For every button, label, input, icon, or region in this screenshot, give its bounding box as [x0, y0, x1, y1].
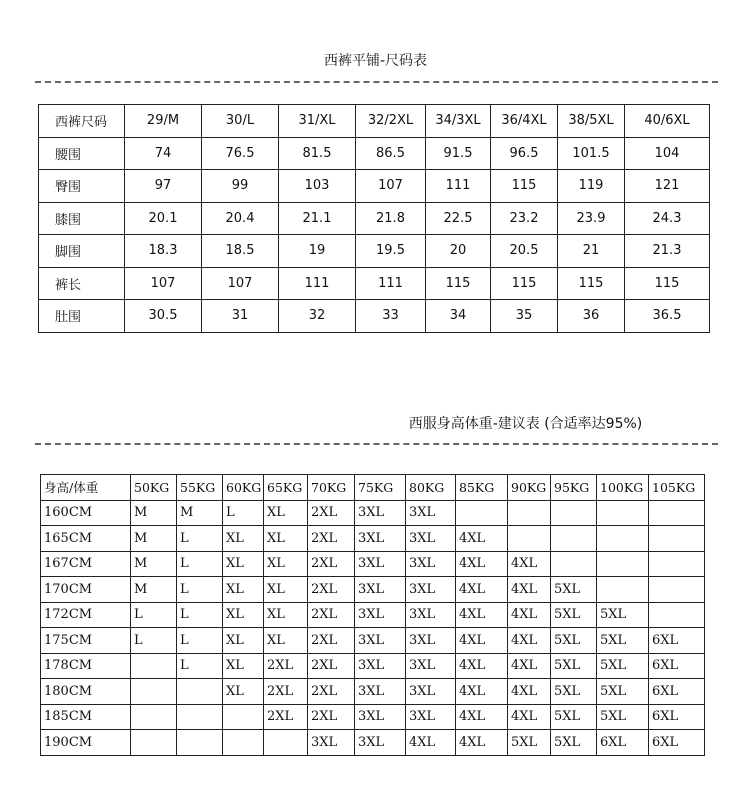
table-cell: 2XL — [308, 704, 355, 730]
column-header: 55KG — [177, 475, 223, 501]
table-row — [39, 267, 710, 300]
table-cell: 4XL — [456, 577, 508, 603]
table-cell: L — [177, 628, 223, 654]
table-cell: L — [131, 628, 177, 654]
table-cell: L — [177, 602, 223, 628]
table-header-row — [39, 105, 710, 138]
table-cell: 4XL — [508, 577, 551, 603]
table-cell — [551, 551, 597, 577]
table-cell: L — [223, 500, 264, 526]
table-cell: 4XL — [508, 602, 551, 628]
table-cell: 104 — [625, 137, 710, 170]
table-cell: 5XL — [551, 730, 597, 756]
table-cell: XL — [264, 526, 308, 552]
table-cell: 3XL — [406, 551, 456, 577]
table-cell: 101.5 — [558, 137, 625, 170]
table-cell: 19 — [279, 235, 356, 268]
table-cell: 3XL — [355, 704, 406, 730]
row-label: 160CM — [41, 500, 131, 526]
table-cell: 32 — [279, 300, 356, 333]
column-header: 身高/体重 — [41, 475, 131, 501]
column-header: 95KG — [551, 475, 597, 501]
table-cell: 4XL — [456, 551, 508, 577]
table-cell — [177, 704, 223, 730]
table-cell — [649, 526, 705, 552]
table-cell: 5XL — [551, 628, 597, 654]
table-cell: 5XL — [551, 577, 597, 603]
table-cell: 96.5 — [491, 137, 558, 170]
table-cell: 5XL — [508, 730, 551, 756]
table-cell — [131, 653, 177, 679]
table-cell — [131, 679, 177, 705]
table-cell: 3XL — [355, 628, 406, 654]
table-cell — [597, 500, 649, 526]
table-row — [41, 704, 705, 730]
table-cell: 6XL — [649, 704, 705, 730]
table-cell — [597, 577, 649, 603]
table-cell: 23.2 — [491, 202, 558, 235]
table-cell: 111 — [356, 267, 426, 300]
table-cell: 6XL — [649, 628, 705, 654]
table-cell: XL — [223, 602, 264, 628]
table-row — [41, 526, 705, 552]
table-cell: L — [177, 577, 223, 603]
column-header: 50KG — [131, 475, 177, 501]
table-cell: 115 — [625, 267, 710, 300]
table-row — [41, 577, 705, 603]
table-cell: 5XL — [597, 653, 649, 679]
table-cell — [649, 577, 705, 603]
table-cell: M — [131, 551, 177, 577]
table-cell: 3XL — [406, 679, 456, 705]
table-cell: 33 — [356, 300, 426, 333]
table-cell: 20.5 — [491, 235, 558, 268]
table-row — [39, 235, 710, 268]
column-header: 80KG — [406, 475, 456, 501]
row-label: 175CM — [41, 628, 131, 654]
table-cell: 2XL — [264, 653, 308, 679]
column-header: 105KG — [649, 475, 705, 501]
table-cell: 103 — [279, 170, 356, 203]
table-cell: 19.5 — [356, 235, 426, 268]
table-cell — [551, 500, 597, 526]
table-cell: 2XL — [308, 551, 355, 577]
table-cell: 3XL — [406, 526, 456, 552]
table-cell: 5XL — [551, 679, 597, 705]
table-cell: 4XL — [456, 704, 508, 730]
table-cell: 2XL — [264, 679, 308, 705]
table-cell: 3XL — [406, 500, 456, 526]
divider — [35, 81, 718, 83]
table-cell: 4XL — [508, 704, 551, 730]
table-cell: 23.9 — [558, 202, 625, 235]
column-header: 38/5XL — [558, 105, 625, 138]
table-cell: 4XL — [456, 526, 508, 552]
row-label: 190CM — [41, 730, 131, 756]
table-cell: 6XL — [597, 730, 649, 756]
table-cell: L — [131, 602, 177, 628]
table-cell: 36.5 — [625, 300, 710, 333]
row-label: 臀围 — [39, 170, 125, 203]
table-cell: 18.5 — [202, 235, 279, 268]
table-cell: 3XL — [308, 730, 355, 756]
table-cell — [264, 730, 308, 756]
table-cell: L — [177, 653, 223, 679]
column-header: 65KG — [264, 475, 308, 501]
table-cell: XL — [223, 551, 264, 577]
table-cell: 3XL — [355, 551, 406, 577]
table-row — [39, 170, 710, 203]
row-label: 170CM — [41, 577, 131, 603]
column-header: 60KG — [223, 475, 264, 501]
table-cell: 3XL — [406, 653, 456, 679]
table-cell: 3XL — [355, 679, 406, 705]
table-cell: 2XL — [308, 602, 355, 628]
table-cell: 115 — [491, 267, 558, 300]
table-cell — [508, 500, 551, 526]
table-row — [41, 551, 705, 577]
table-cell — [177, 730, 223, 756]
table-cell — [456, 500, 508, 526]
row-label: 膝围 — [39, 202, 125, 235]
table-cell: 2XL — [308, 653, 355, 679]
table-row — [41, 730, 705, 756]
column-header: 29/M — [125, 105, 202, 138]
table-cell: 91.5 — [426, 137, 491, 170]
table-row — [41, 679, 705, 705]
row-label: 172CM — [41, 602, 131, 628]
table-cell: 3XL — [406, 602, 456, 628]
table-cell — [177, 679, 223, 705]
table-cell: 107 — [125, 267, 202, 300]
fit-chart-title: 西服身高体重-建议表 (合适率达95%) — [408, 416, 643, 432]
table-cell: 4XL — [456, 679, 508, 705]
table-cell: 99 — [202, 170, 279, 203]
table-cell — [508, 526, 551, 552]
table-cell: 3XL — [355, 602, 406, 628]
table-row — [41, 653, 705, 679]
column-header: 90KG — [508, 475, 551, 501]
table-cell — [597, 551, 649, 577]
table-cell: 18.3 — [125, 235, 202, 268]
table-cell: XL — [223, 679, 264, 705]
column-header: 75KG — [355, 475, 406, 501]
table-cell: M — [131, 577, 177, 603]
table-cell: 5XL — [551, 602, 597, 628]
table-cell — [551, 526, 597, 552]
table-header-row — [41, 475, 705, 501]
table-cell: 31 — [202, 300, 279, 333]
table-cell: 5XL — [551, 653, 597, 679]
table-cell: 4XL — [508, 551, 551, 577]
table-cell: 5XL — [597, 679, 649, 705]
table-cell: 6XL — [649, 730, 705, 756]
table-cell: 2XL — [264, 704, 308, 730]
table-row — [39, 202, 710, 235]
table-cell: XL — [264, 628, 308, 654]
column-header: 34/3XL — [426, 105, 491, 138]
table-cell: 2XL — [308, 628, 355, 654]
table-cell: 111 — [279, 267, 356, 300]
table-cell — [597, 526, 649, 552]
table-cell: 3XL — [355, 577, 406, 603]
table-cell: 21.8 — [356, 202, 426, 235]
row-label: 裤长 — [39, 267, 125, 300]
table-cell: 4XL — [508, 628, 551, 654]
table-cell — [649, 551, 705, 577]
table-cell: XL — [223, 577, 264, 603]
table-cell: 86.5 — [356, 137, 426, 170]
row-label: 肚围 — [39, 300, 125, 333]
table-cell: 24.3 — [625, 202, 710, 235]
table-cell — [131, 704, 177, 730]
table-cell: 21.3 — [625, 235, 710, 268]
table-cell: 2XL — [308, 679, 355, 705]
row-label: 腰围 — [39, 137, 125, 170]
table-cell: 2XL — [308, 500, 355, 526]
table-cell: 115 — [558, 267, 625, 300]
table-row — [39, 137, 710, 170]
table-cell — [223, 704, 264, 730]
table-cell: 4XL — [508, 653, 551, 679]
row-label: 165CM — [41, 526, 131, 552]
table-cell: 6XL — [649, 653, 705, 679]
column-header: 32/2XL — [356, 105, 426, 138]
table-cell: XL — [223, 628, 264, 654]
table-cell: 30.5 — [125, 300, 202, 333]
table-cell: 3XL — [406, 577, 456, 603]
table-cell: 2XL — [308, 526, 355, 552]
table-cell: XL — [223, 526, 264, 552]
table-cell: 36 — [558, 300, 625, 333]
table-cell — [223, 730, 264, 756]
table-cell: XL — [264, 500, 308, 526]
table-cell: L — [177, 526, 223, 552]
table-cell: 4XL — [456, 628, 508, 654]
table-cell: 2XL — [308, 577, 355, 603]
column-header: 31/XL — [279, 105, 356, 138]
table-cell: 35 — [491, 300, 558, 333]
table-cell: 4XL — [456, 602, 508, 628]
table-cell: XL — [223, 653, 264, 679]
table-cell: 3XL — [355, 500, 406, 526]
table-cell: 107 — [356, 170, 426, 203]
table-cell: 121 — [625, 170, 710, 203]
row-label: 脚围 — [39, 235, 125, 268]
column-header: 85KG — [456, 475, 508, 501]
row-label: 185CM — [41, 704, 131, 730]
column-header: 70KG — [308, 475, 355, 501]
table-cell: 119 — [558, 170, 625, 203]
table-row — [41, 602, 705, 628]
table-cell: 97 — [125, 170, 202, 203]
table-cell: XL — [264, 602, 308, 628]
table-cell: 34 — [426, 300, 491, 333]
table-row — [41, 500, 705, 526]
table-cell: 4XL — [508, 679, 551, 705]
column-header: 30/L — [202, 105, 279, 138]
column-header: 100KG — [597, 475, 649, 501]
table-cell: 3XL — [406, 628, 456, 654]
table-cell: 5XL — [597, 602, 649, 628]
table-row — [41, 628, 705, 654]
table-cell: M — [131, 526, 177, 552]
table-cell: 115 — [491, 170, 558, 203]
row-label: 167CM — [41, 551, 131, 577]
table-cell: 4XL — [456, 730, 508, 756]
table-cell: 81.5 — [279, 137, 356, 170]
column-header: 40/6XL — [625, 105, 710, 138]
table-cell: 5XL — [551, 704, 597, 730]
size-chart-table — [38, 104, 710, 333]
table-cell — [649, 602, 705, 628]
table-cell — [649, 500, 705, 526]
table-cell: 111 — [426, 170, 491, 203]
table-cell: XL — [264, 577, 308, 603]
table-cell: 3XL — [406, 704, 456, 730]
column-header: 西裤尺码 — [39, 105, 125, 138]
table-cell: 76.5 — [202, 137, 279, 170]
table-cell: 20.4 — [202, 202, 279, 235]
table-cell: L — [177, 551, 223, 577]
table-cell: 74 — [125, 137, 202, 170]
table-cell: M — [131, 500, 177, 526]
table-cell: 21.1 — [279, 202, 356, 235]
table-cell: XL — [264, 551, 308, 577]
table-cell: 4XL — [456, 653, 508, 679]
table-cell: 3XL — [355, 730, 406, 756]
table-cell: 20 — [426, 235, 491, 268]
table-cell: 4XL — [406, 730, 456, 756]
table-cell: 22.5 — [426, 202, 491, 235]
table-cell: M — [177, 500, 223, 526]
table-row — [39, 300, 710, 333]
table-cell: 115 — [426, 267, 491, 300]
size-chart-title: 西裤平铺-尺码表 — [323, 53, 428, 69]
table-cell: 21 — [558, 235, 625, 268]
table-cell: 107 — [202, 267, 279, 300]
table-cell: 5XL — [597, 704, 649, 730]
column-header: 36/4XL — [491, 105, 558, 138]
row-label: 178CM — [41, 653, 131, 679]
table-cell: 5XL — [597, 628, 649, 654]
fit-chart-table — [40, 474, 705, 756]
row-label: 180CM — [41, 679, 131, 705]
table-cell — [131, 730, 177, 756]
divider — [35, 443, 718, 445]
table-cell: 20.1 — [125, 202, 202, 235]
table-cell: 3XL — [355, 526, 406, 552]
table-cell: 3XL — [355, 653, 406, 679]
table-cell: 6XL — [649, 679, 705, 705]
